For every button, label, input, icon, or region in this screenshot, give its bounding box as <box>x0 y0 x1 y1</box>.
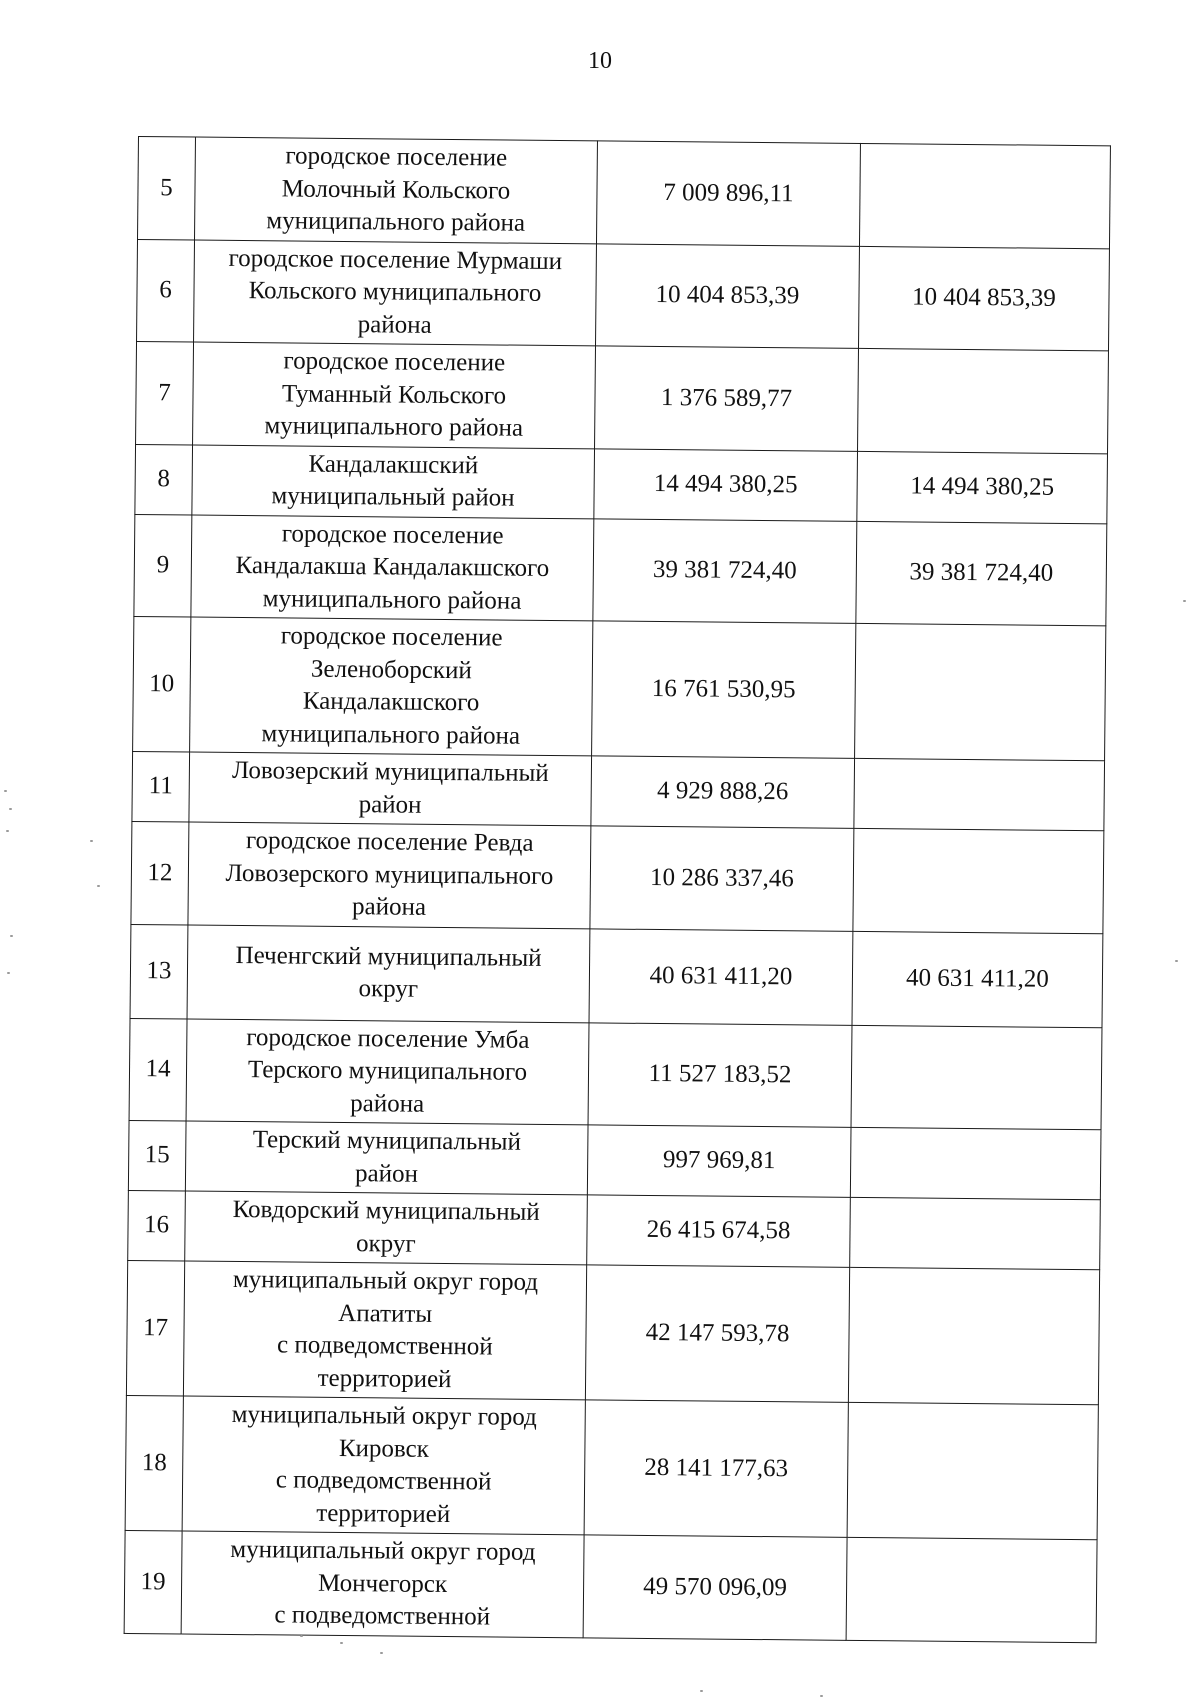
municipality-name-line: Зеленоборский <box>310 655 472 684</box>
amount-cell: 49 570 096,09 <box>583 1535 847 1640</box>
row-number: 19 <box>124 1530 182 1633</box>
amount2-cell: 14 494 380,25 <box>857 451 1108 523</box>
municipality-name-line: с подведомственной <box>274 1601 491 1631</box>
table-row <box>124 1530 1097 1642</box>
municipality-name-line: район <box>358 790 422 819</box>
municipality-name <box>189 752 592 826</box>
municipality-name-line: района <box>350 1089 425 1118</box>
amount2-cell <box>851 1025 1102 1130</box>
row-number: 10 <box>133 616 191 752</box>
municipality-name-line: муниципальный округ город <box>230 1535 536 1566</box>
municipality-name-line: Кандалакшский <box>308 450 479 479</box>
amount-cell: 42 147 593,78 <box>585 1265 849 1403</box>
municipality-name-line: Печенгский муниципальный <box>235 941 542 972</box>
municipality-name-line: городское поселение <box>280 622 503 652</box>
municipality-name-line: округ <box>355 1229 416 1258</box>
municipality-name-line: муниципального района <box>262 584 522 615</box>
table-row <box>133 616 1106 760</box>
table-row <box>134 514 1107 626</box>
amount2-cell <box>854 758 1105 830</box>
amount2-cell <box>846 1537 1097 1642</box>
amount-cell: 40 631 411,20 <box>589 928 853 1025</box>
municipality-name-line: Кандалакша Кандалакшского <box>235 551 550 582</box>
amount-cell: 4 929 888,26 <box>591 756 855 829</box>
amount2-cell <box>847 1402 1098 1539</box>
table-row <box>136 341 1109 453</box>
amount-cell: 28 141 177,63 <box>584 1400 848 1538</box>
municipality-name-line: района <box>351 893 427 921</box>
amount2-cell <box>848 1267 1099 1404</box>
municipality-name-line: городское поселение Ревда <box>245 827 534 857</box>
municipality-name <box>183 1261 586 1400</box>
page-number: 10 <box>588 48 612 74</box>
municipality-name-line: городское поселение Мурмаши <box>228 244 563 275</box>
municipality-name <box>185 1191 588 1265</box>
row-number: 9 <box>134 514 192 617</box>
amount2-cell <box>859 143 1110 248</box>
amount2-cell: 10 404 853,39 <box>858 246 1109 351</box>
row-number: 7 <box>136 341 194 444</box>
municipality-name-line: городское поселение <box>285 142 508 172</box>
municipality-name-line: муниципальный район <box>271 482 515 512</box>
amount2-cell <box>858 348 1109 453</box>
municipality-name-line: Терского муниципального <box>247 1056 528 1086</box>
row-number: 15 <box>128 1120 186 1191</box>
municipality-name <box>195 137 598 243</box>
municipality-name-line: район <box>354 1159 419 1188</box>
municipality-name-line: Ловозерский муниципальный <box>231 756 549 787</box>
amount2-cell <box>855 623 1106 760</box>
municipality-name-line: муниципального района <box>266 207 526 237</box>
municipality-name-line: Мончегорск <box>317 1569 448 1598</box>
municipality-name-line: территорией <box>316 1499 451 1528</box>
municipality-name-line: района <box>357 310 432 339</box>
municipality-name <box>185 1121 588 1195</box>
municipality-name <box>182 1396 585 1535</box>
amount-cell: 39 381 724,40 <box>593 518 857 623</box>
amount2-cell: 39 381 724,40 <box>856 521 1107 626</box>
table-row <box>131 821 1104 933</box>
amount-cell: 10 404 853,39 <box>596 243 860 348</box>
amount-cell: 7 009 896,11 <box>596 141 860 246</box>
row-number: 18 <box>125 1395 183 1531</box>
municipality-name-line: Кольского муниципального <box>248 277 542 307</box>
amount2-cell <box>853 828 1104 933</box>
municipality-name <box>188 822 591 928</box>
municipality-name <box>186 1019 589 1125</box>
amount-cell: 11 527 183,52 <box>588 1022 852 1127</box>
row-number: 17 <box>126 1260 184 1396</box>
row-number: 12 <box>131 821 189 924</box>
amount-cell: 16 761 530,95 <box>592 621 856 759</box>
municipality-name-line: с подведомственной <box>276 1331 493 1361</box>
municipality-name-line: Ловозерского муниципального <box>225 859 554 890</box>
row-number: 13 <box>130 924 188 1019</box>
table-row <box>130 924 1103 1027</box>
amount-cell: 1 376 589,77 <box>595 346 859 451</box>
municipality-name-line: с подведомственной <box>275 1466 492 1496</box>
municipality-name <box>194 240 597 346</box>
municipality-name-line: Туманный Кольского <box>281 379 507 410</box>
table-row <box>128 1120 1101 1199</box>
municipality-name-line: Кандалакшского <box>302 687 480 717</box>
municipality-name <box>192 445 595 519</box>
table-row <box>128 1190 1101 1269</box>
amount-cell: 26 415 674,58 <box>587 1195 851 1268</box>
row-number: 14 <box>129 1018 187 1121</box>
municipality-name <box>193 342 596 448</box>
municipality-name-line: территорией <box>317 1364 452 1393</box>
municipality-name <box>190 617 593 756</box>
municipality-name-line: городское поселение <box>281 519 504 550</box>
municipality-name-line: Кировск <box>338 1434 430 1463</box>
row-number: 8 <box>135 444 193 515</box>
municipality-name-line: муниципального района <box>261 719 521 750</box>
table-row <box>135 444 1108 523</box>
table-row <box>137 239 1110 351</box>
amount-cell: 14 494 380,25 <box>594 448 858 521</box>
table-row <box>129 1018 1102 1130</box>
municipality-name <box>181 1531 584 1637</box>
table-row <box>126 1260 1099 1404</box>
municipality-name-line: муниципальный округ город <box>231 1400 537 1431</box>
municipality-name-line: Ковдорский муниципальный <box>232 1195 540 1226</box>
municipality-name-line: округ <box>358 975 419 1003</box>
municipality-name-line: муниципального района <box>264 412 524 442</box>
row-number: 5 <box>138 137 196 240</box>
municipality-name-line: Апатиты <box>338 1299 433 1328</box>
municipality-name-line: городское поселение <box>283 347 506 377</box>
municipality-name <box>187 925 590 1023</box>
row-number: 6 <box>137 239 195 342</box>
municipality-name-line: Терский муниципальный <box>252 1126 522 1156</box>
amount-cell: 10 286 337,46 <box>590 826 854 931</box>
table-row <box>132 751 1105 830</box>
amount2-cell: 40 631 411,20 <box>852 931 1103 1027</box>
row-number: 16 <box>128 1190 186 1261</box>
table-body <box>124 137 1110 1643</box>
table-row <box>138 137 1111 249</box>
amount2-cell <box>850 1127 1101 1199</box>
amount2-cell <box>850 1197 1101 1269</box>
allocation-table <box>124 136 1111 1643</box>
municipality-name-line: Молочный Кольского <box>281 174 511 205</box>
amount-cell: 997 969,81 <box>587 1125 851 1198</box>
table-row <box>125 1395 1098 1539</box>
row-number: 11 <box>132 751 190 822</box>
municipality-name-line: городское поселение Умба <box>246 1023 530 1054</box>
municipality-name-line: муниципальный округ город <box>232 1265 539 1296</box>
municipality-name <box>191 515 594 621</box>
